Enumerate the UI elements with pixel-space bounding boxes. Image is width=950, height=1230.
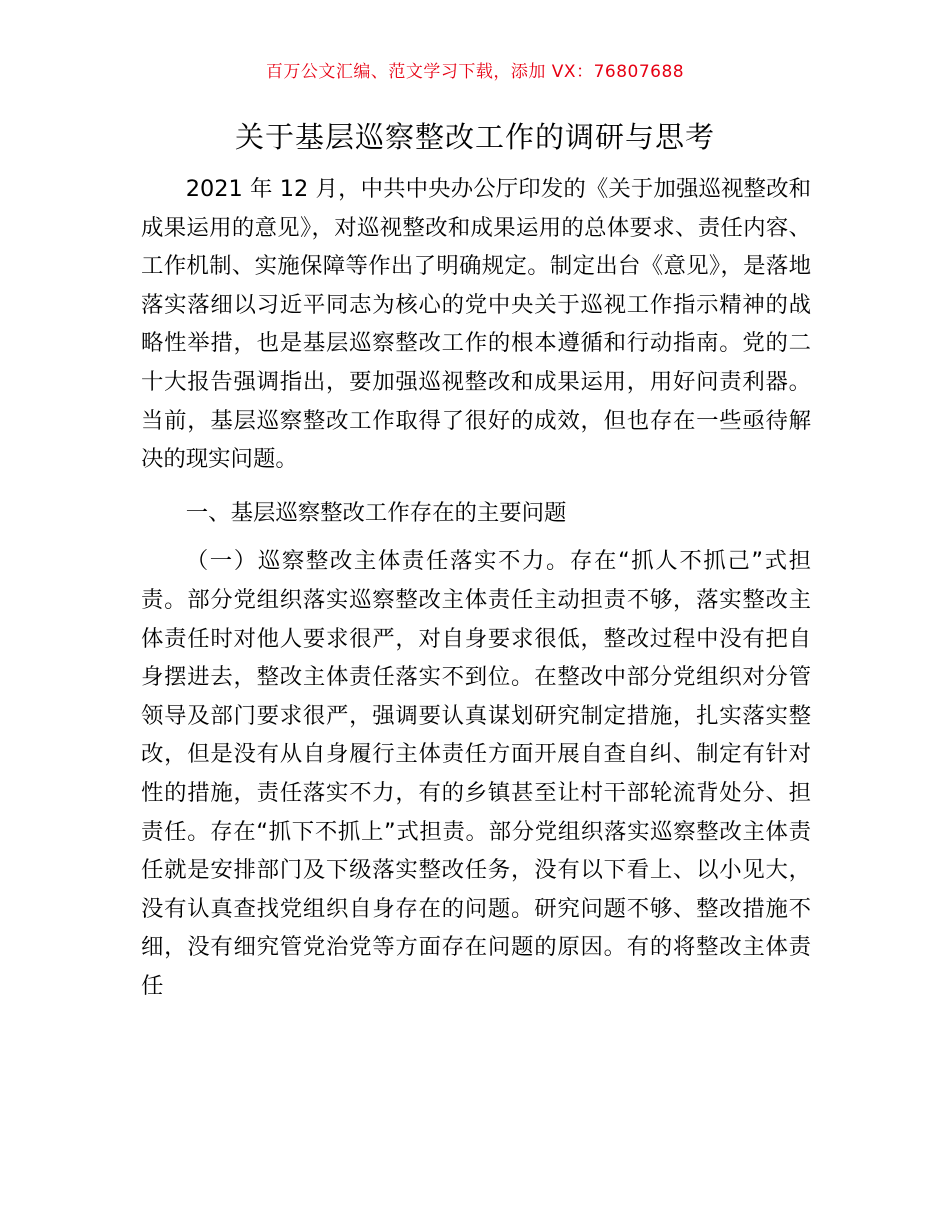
watermark-banner: 百万公文汇编、范文学习下载，添加 VX：76807688	[265, 62, 685, 82]
paragraph-problem-1: （一）巡察整改主体责任落实不力。存在“抓人不抓己”式担责。部分党组织落实巡察整改主体责任主动担责不够，落实整改主体责任时对他人要求很严，对自身要求很低，整改过程中没有把自身摆进去，整改主体责任落实不到位。在整改中部分党组织对分管领导及部门要求很严，强调要认真谋划研究制定措施，扎实落实整改，但是没有从自身履行主体责任方面开展自查自纠、制定有针对性的措施，责任落实不力，有的乡镇甚至让村干部轮流背处分、担责任。存在“抓下不抓上”式担责。部分党组织落实巡察整改主体责任就是安排部门及下级落实整改任务，没有以下看上、以小见大，没有认真查找党组织自身存在的问题。研究问题不够、整改措施不细，没有细究管党治党等方面存在问题的原因。有的将整改主体责任	[141, 548, 811, 999]
document-body	[141, 170, 811, 1020]
document-title: 关于基层巡察整改工作的调研与思考	[234, 120, 715, 154]
section-heading: 一、基层巡察整改工作存在的主要问题	[185, 499, 567, 526]
paragraph-intro: 2021 年 12 月，中共中央办公厅印发的《关于加强巡视整改和成果运用的意见》，对巡视整改和成果运用的总体要求、责任内容、工作机制、实施保障等作出了明确规定。制定出台《意见》，是落地落实落细以习近平同志为核心的党中央关于巡视工作指示精神的战略性举措，也是基层巡察整改工作的根本遵循和行动指南。党的二十大报告强调指出，要加强巡视整改和成果运用，用好问责利器。当前，基层巡察整改工作取得了很好的成效，但也存在一些亟待解决的现实问题。	[141, 176, 811, 473]
